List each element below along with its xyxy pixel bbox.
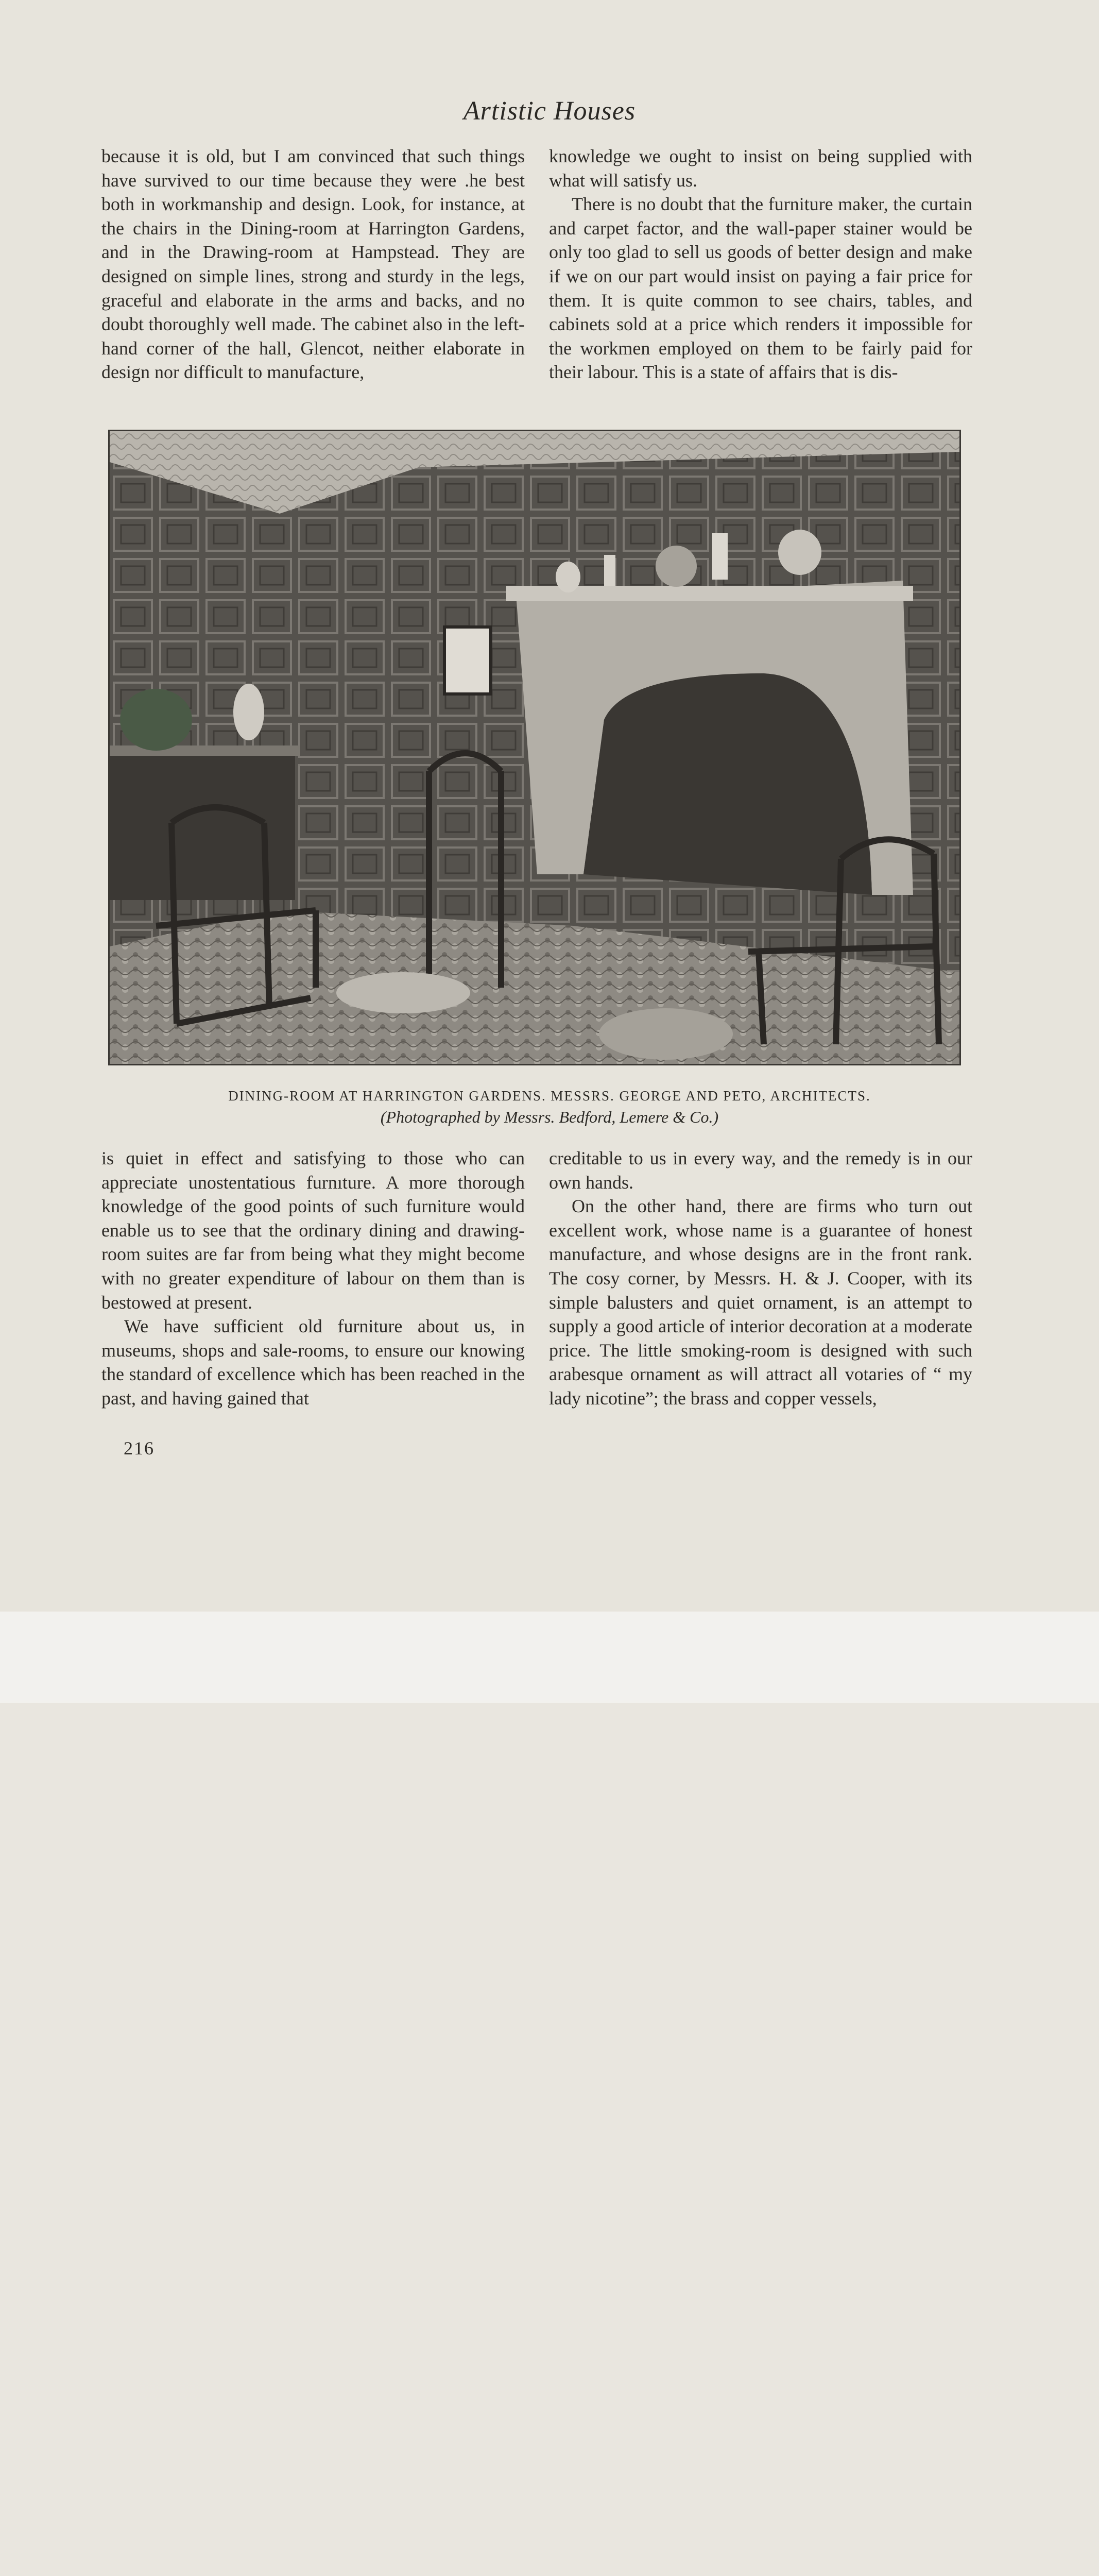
text-column-bottom-right — [549, 1146, 972, 1411]
paragraph: We have sufficient old furniture about us, in museums, shops and sale-rooms, to ensure our knowing the standard of excellence which has been reached in the past, and having gained that — [101, 1316, 525, 1409]
dining-room-photograph — [108, 430, 961, 1065]
paragraph: On the other hand, there are firms who turn out excellent work, whose name is a guarantee of honest manufacture, and whose designs are in the front rank. The cosy corner, by Messrs. H. & J. Cooper, with its simple balusters and quiet ornament, is an attempt to supply a good article of interior decoration at a moderate price. The little smoking-room is designed with such arabesque ornament as will attract all votaries of “ my lady nicotine”; the brass and copper vessels, — [549, 1196, 972, 1409]
figure-caption: DINING-ROOM AT HARRINGTON GARDENS. MESSRS. GEORGE AND PETO, ARCHITECTS. — [228, 1088, 871, 1104]
running-head: Artistic Houses — [463, 96, 636, 126]
photo-illustration — [110, 431, 959, 1064]
text-column-bottom-left — [101, 1146, 525, 1411]
figure-credit: (Photographed by Messrs. Bedford, Lemere & Co.) — [380, 1108, 719, 1126]
text-column-top-left — [101, 144, 525, 384]
paragraph: creditable to us in every way, and the remedy is in our own hands. — [549, 1148, 972, 1193]
paragraph: is quiet in effect and satisfying to those who can appreciate unostentatious furnıture. A more thorough knowledge of the good points of such furniture would enable us to see that the ordinary dining and drawing-room suites are far from being what they might become with no greater expenditure of labour on them than is bestowed at present. — [101, 1148, 525, 1313]
text-column-top-right — [549, 144, 972, 384]
digitization-footer — [0, 1612, 1099, 1703]
paragraph: because it is old, but I am convinced that such things have survived to our time because they were .he best both in workmanship and design. Look, for instance, at the chairs in the Dining-room at Harrington Gardens, and in the Drawing-room at Hampstead. They are designed on simple lines, strong and sturdy in the legs, graceful and elaborate in the arms and backs, and no doubt thoroughly well made. The cabinet also in the left-hand corner of the hall, Glencot, neither elaborate in design nor difficult to manufacture, — [101, 146, 525, 383]
paragraph: There is no doubt that the furniture maker, the curtain and carpet factor, and the wall-paper stainer would be only too glad to sell us goods of better design and make if we on our part would insist on paying a fair price for them. It is quite common to see chairs, tables, and cabinets sold at a price which renders it impossible for the workmen employed on them to be fairly paid for their labour. This is a state of affairs that is dis- — [549, 194, 972, 383]
page-number: 216 — [124, 1438, 154, 1459]
paragraph: knowledge we ought to insist on being supplied with what will satisfy us. — [549, 146, 972, 191]
